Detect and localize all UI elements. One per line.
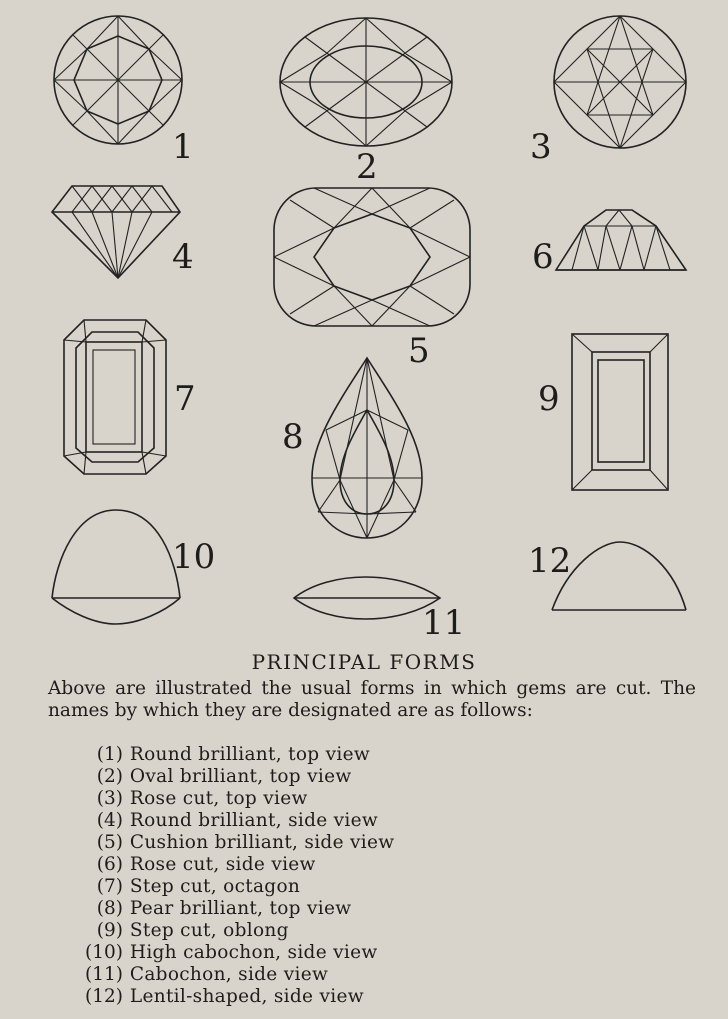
gem-11-cabochon-side	[294, 577, 440, 619]
form-number: (5)	[96, 832, 123, 853]
gem-3-rose-cut-top	[554, 16, 686, 148]
forms-list	[48, 744, 394, 1008]
form-name: Step cut, oblong	[129, 920, 289, 941]
gem-2-oval-brilliant-top	[280, 18, 452, 146]
form-number: (9)	[96, 920, 123, 941]
form-number: (4)	[96, 810, 123, 831]
gem-number-3: 3	[530, 127, 552, 167]
gem-5-cushion-brilliant	[274, 188, 470, 326]
list-item	[48, 920, 394, 942]
gem-number-7: 7	[174, 379, 196, 419]
list-item	[48, 986, 394, 1008]
form-number: (3)	[96, 788, 123, 809]
list-item	[48, 854, 394, 876]
form-name: Rose cut, top view	[129, 788, 308, 809]
list-item	[48, 876, 394, 898]
gem-number-1: 1	[172, 127, 194, 167]
form-name: Lentil-shaped, side view	[129, 986, 364, 1007]
gem-number-9: 9	[538, 379, 560, 419]
form-name: Oval brilliant, top view	[129, 766, 352, 787]
gem-8-pear-brilliant	[312, 358, 422, 538]
caption-intro: Above are illustrated the usual forms in which gems are cut. The names by which they are designated are as follows:	[48, 678, 696, 721]
list-item	[48, 898, 394, 920]
list-item	[48, 942, 394, 964]
gem-number-6: 6	[532, 237, 554, 277]
gem-12-lentil-side	[552, 542, 686, 610]
form-number: (12)	[85, 986, 123, 1007]
gem-number-12: 12	[528, 541, 572, 581]
gem-number-8: 8	[282, 417, 304, 457]
list-item	[48, 788, 394, 810]
caption-title: PRINCIPAL FORMS	[251, 650, 477, 674]
gem-number-11: 11	[422, 603, 466, 643]
form-number: (6)	[96, 854, 123, 875]
form-number: (8)	[96, 898, 123, 919]
form-name: Pear brilliant, top view	[129, 898, 352, 919]
form-name: Round brilliant, top view	[129, 744, 370, 765]
gem-number-10: 10	[172, 537, 216, 577]
gem-7-step-cut-octagon	[64, 320, 166, 474]
form-name: Step cut, octagon	[129, 876, 301, 897]
list-item	[48, 832, 394, 854]
gem-number-4: 4	[172, 237, 194, 277]
gem-number-2: 2	[356, 147, 378, 187]
gem-9-step-cut-oblong	[572, 334, 668, 490]
figure-caption	[0, 648, 728, 1007]
gem-6-rose-cut-side	[556, 210, 686, 270]
form-name: Round brilliant, side view	[129, 810, 379, 831]
form-number: (1)	[96, 744, 123, 765]
gem-10-high-cabochon	[52, 510, 180, 624]
form-name: Rose cut, side view	[129, 854, 316, 875]
form-name: Cushion brilliant, side view	[129, 832, 395, 853]
form-name: High cabochon, side view	[129, 942, 378, 963]
form-number: (10)	[85, 942, 123, 963]
list-item	[48, 766, 394, 788]
gem-4-round-brilliant-side	[52, 186, 180, 278]
list-item	[48, 810, 394, 832]
list-item	[48, 744, 394, 766]
form-number: (2)	[96, 766, 123, 787]
form-number: (7)	[96, 876, 123, 897]
gem-1-round-brilliant-top	[54, 16, 182, 144]
form-name: Cabochon, side view	[129, 964, 329, 985]
form-number: (11)	[85, 964, 123, 985]
list-item	[48, 964, 394, 986]
gem-number-5: 5	[408, 331, 430, 371]
